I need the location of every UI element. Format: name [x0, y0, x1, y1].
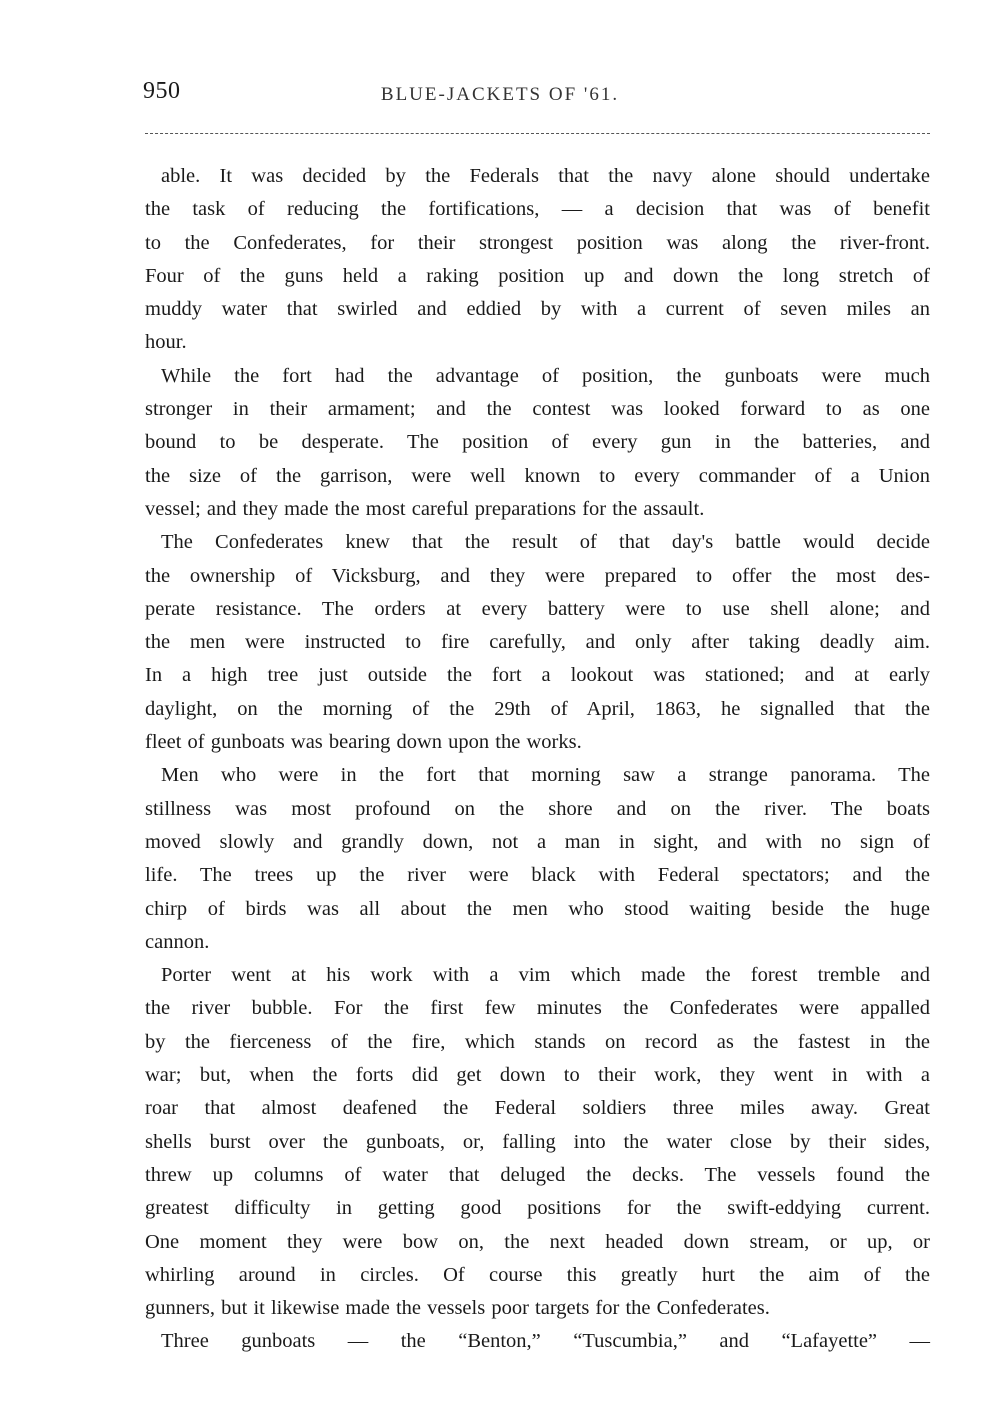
text-line: greatest difficulty in getting good positions for the swift-eddying current. [145, 1197, 930, 1220]
text-line: muddy water that swirled and eddied by with a current of seven miles an [145, 298, 930, 321]
body-text [145, 160, 930, 1359]
text-line: The Confederates knew that the result of that day's battle would decide [161, 531, 930, 554]
text-line: cannon. [145, 930, 210, 953]
paragraph [145, 360, 930, 526]
text-line: perate resistance. The orders at every battery were to use shell alone; and [145, 597, 930, 620]
text-line: gunners, but it likewise made the vessels poor targets for the Confederates. [145, 1297, 770, 1320]
text-line: the task of reducing the fortifications, — a decision that was of benefit [145, 198, 930, 221]
text-line: fleet of gunboats was bearing down upon the works. [145, 731, 582, 754]
text-line: bound to be desperate. The position of every gun in the batteries, and [145, 431, 930, 454]
text-line: Four of the guns held a raking position up and down the long stretch of [145, 264, 930, 287]
paragraph [145, 759, 930, 959]
text-line: to the Confederates, for their strongest position was along the river-front. [145, 231, 930, 254]
paragraph [145, 160, 930, 360]
text-line: In a high tree just outside the fort a lookout was stationed; and at early [145, 664, 930, 687]
text-line: the river bubble. For the first few minutes the Confederates were appalled [145, 997, 930, 1020]
text-line: able. It was decided by the Federals that the navy alone should undertake [161, 165, 930, 187]
text-line: the ownership of Vicksburg, and they were prepared to offer the most des- [145, 564, 930, 587]
text-line: moved slowly and grandly down, not a man in sight, and with no sign of [145, 830, 930, 853]
text-line: Men who were in the fort that morning saw a strange panorama. The [161, 764, 930, 787]
text-line: shells burst over the gunboats, or, falling into the water close by their sides, [145, 1130, 930, 1153]
text-line: whirling around in circles. Of course this greatly hurt the aim of the [145, 1263, 930, 1286]
text-line: hour. [145, 331, 187, 354]
text-line: vessel; and they made the most careful preparations for the assault. [145, 497, 705, 520]
running-title: BLUE-JACKETS OF '61. [380, 84, 620, 105]
paragraph [145, 1325, 930, 1358]
header-rule [145, 133, 930, 134]
text-line: the men were instructed to fire carefully, and only after taking deadly aim. [145, 631, 930, 654]
text-line: Porter went at his work with a vim which made the forest tremble and [161, 964, 930, 987]
text-line: threw up columns of water that deluged the decks. The vessels found the [145, 1163, 930, 1186]
text-line: the size of the garrison, were well known to every commander of a Union [145, 464, 930, 487]
text-line: One moment they were bow on, the next headed down stream, or up, or [145, 1230, 930, 1253]
text-line: roar that almost deafened the Federal soldiers three miles away. Great [145, 1097, 930, 1120]
text-line: war; but, when the forts did get down to their work, they went in with a [145, 1064, 930, 1087]
page-number: 950 [143, 78, 181, 104]
text-line: by the fierceness of the fire, which stands on record as the fastest in the [145, 1030, 930, 1053]
text-line: stillness was most profound on the shore and on the river. The boats [145, 797, 930, 820]
text-line: stronger in their armament; and the contest was looked forward to as one [145, 398, 930, 421]
paragraph [145, 526, 930, 759]
text-line: chirp of birds was all about the men who stood waiting beside the huge [145, 897, 930, 920]
text-line: daylight, on the morning of the 29th of April, 1863, he signalled that the [145, 697, 930, 720]
text-line: While the fort had the advantage of position, the gunboats were much [161, 364, 930, 387]
paragraph [145, 959, 930, 1325]
text-line: life. The trees up the river were black with Federal spectators; and the [145, 864, 930, 887]
text-line: Three gunboats — the “Benton,” “Tuscumbia,” and “Lafayette” — [161, 1330, 930, 1353]
